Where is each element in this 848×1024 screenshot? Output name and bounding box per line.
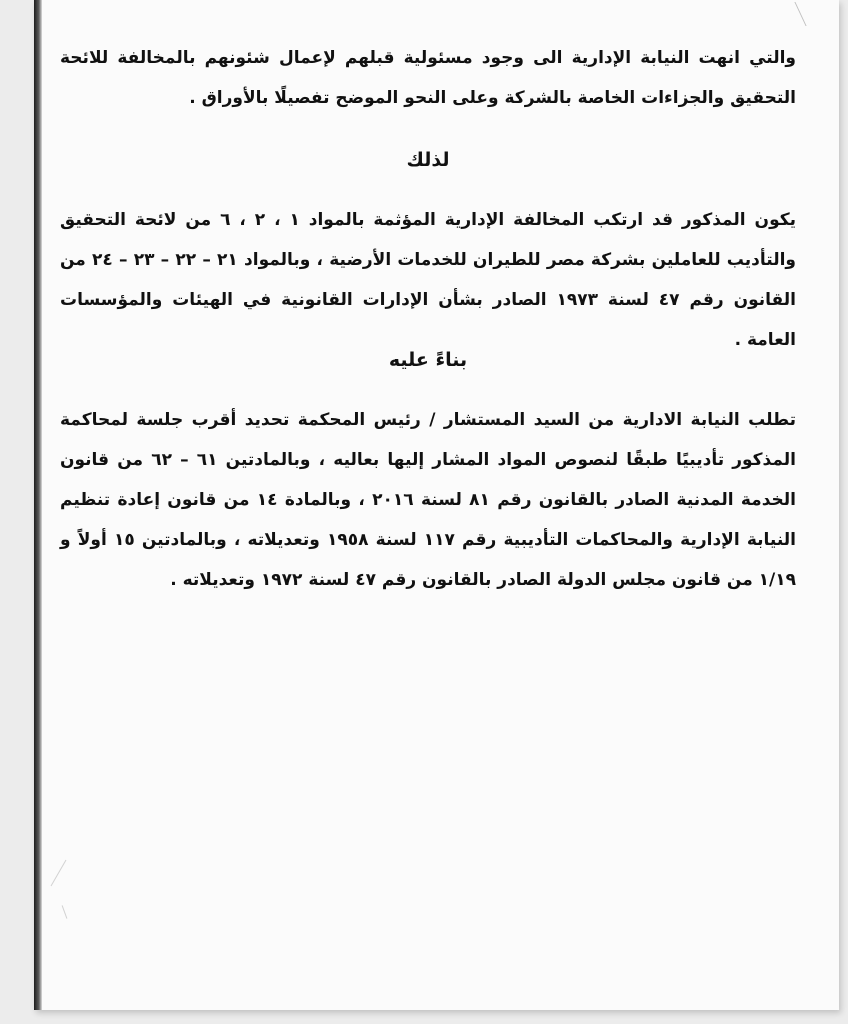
paragraph-violation: يكون المذكور قد ارتكب المخالفة الإدارية المؤثمة بالمواد ١ ، ٢ ، ٦ من لائحة التحقيق والتأديب للعاملين بشركة مصر للطيران للخدمات الأرضية ، وبالمواد ٢١ – ٢٢ – ٢٣ – ٢٤ من القانون رقم ٤٧ لسنة ١٩٧٣ الصادر بشأن الإدارات القانونية في الهيئات والمؤسسات العامة .	[60, 210, 796, 350]
paragraph-request: تطلب النيابة الادارية من السيد المستشار / رئيس المحكمة تحديد أقرب جلسة لمحاكمة المذكور تأديبيًا طبقًا لنصوص المواد المشار إليها بعاليه ، وبالمادتين ٦١ – ٦٢ من قانون الخدمة المدنية الصادر بالقانون رقم ٨١ لسنة ٢٠١٦ ، وبالمادة ١٤ من قانون إعادة تنظيم النيابة الإدارية والمحاكمات التأديبية رقم ١١٧ لسنة ١٩٥٨ وتعديلاته ، وبالمادتين ١٥ أولاً و ١/١٩ من قانون مجلس الدولة الصادر بالقانون رقم ٤٧ لسنة ١٩٧٢ وتعديلاته .	[60, 410, 796, 590]
page-binding-edge	[34, 0, 42, 1010]
paragraph-investigation-result: والتي انهت النيابة الإدارية الى وجود مسئولية قبلهم لإعمال شئونهم بالمخالفة للائحة التحقيق والجزاءات الخاصة بالشركة وعلى النحو الموضح تفصيلًا بالأوراق .	[60, 48, 796, 108]
heading-accordingly: بناءً عليه	[388, 349, 468, 371]
heading-therefore: لذلك	[406, 149, 450, 171]
